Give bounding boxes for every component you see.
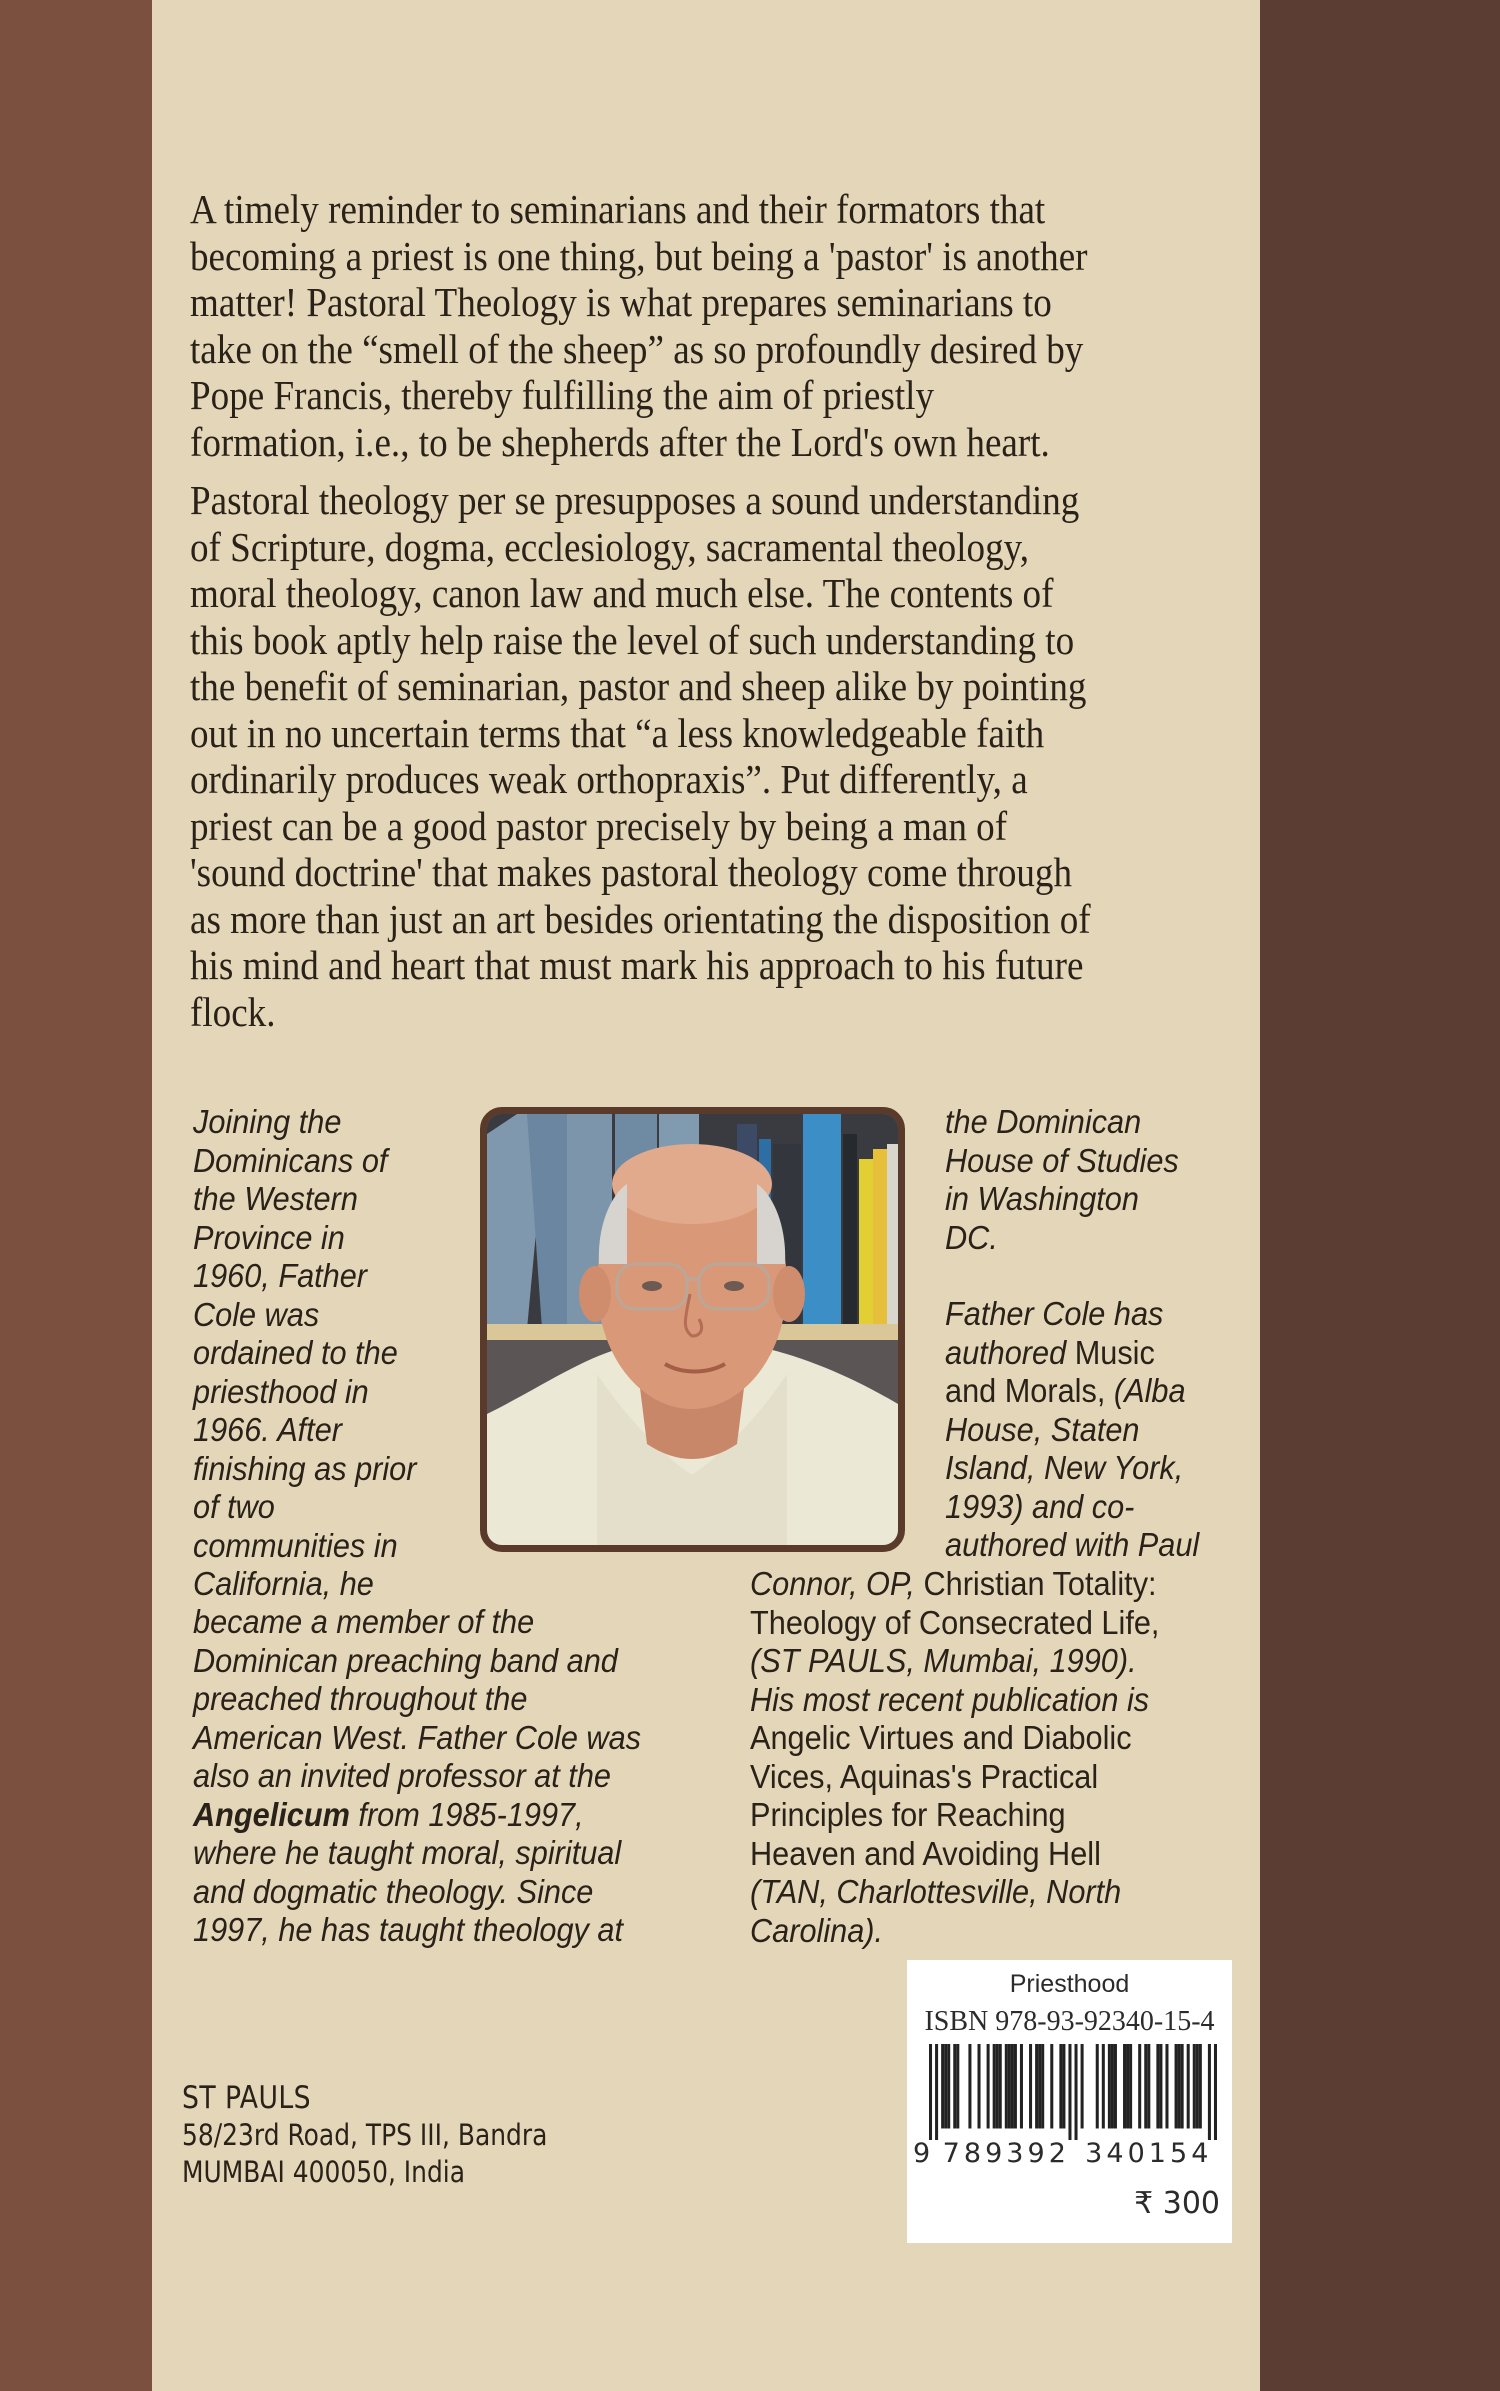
barcode-bar: [941, 2044, 944, 2128]
barcode-bar: [1062, 2044, 1065, 2128]
barcode-bar: [1014, 2044, 1017, 2128]
bio-line: ordained to the: [193, 1334, 398, 1371]
barcode-bar: [993, 2044, 996, 2128]
bio-line: also an invited professor at the: [193, 1757, 611, 1794]
bio-left-column-bottom: [193, 1603, 641, 1950]
barcode-bar: [1020, 2044, 1023, 2128]
barcode-bar: [1081, 2044, 1084, 2128]
barcode-bar: [1111, 2044, 1114, 2128]
publisher-address-line: MUMBAI 400050, India: [182, 2155, 466, 2189]
book-title: Christian Totality:: [923, 1565, 1157, 1602]
bio-right-column-bottom: [750, 1565, 1159, 1950]
blurb-line: becoming a priest is one thing, but being a 'pastor' is another: [190, 232, 1088, 279]
bio-line: House of Studies: [945, 1141, 1179, 1179]
barcode-bar: [956, 2044, 959, 2128]
bio-line: preached throughout the: [193, 1680, 528, 1717]
left-cover-edge: [0, 0, 152, 2391]
bio-line: [945, 1334, 1199, 1373]
author-portrait-illustration: [487, 1114, 898, 1545]
bio-line: 1966. After: [193, 1411, 343, 1448]
book-category: Priesthood: [1009, 1970, 1130, 1998]
bio-line: Dominican preaching band and: [193, 1641, 618, 1679]
barcode-bar: [1096, 2044, 1099, 2128]
barcode-bar: [1193, 2044, 1196, 2128]
blurb-line: formation, i.e., to be shepherds after the Lord's own heart.: [190, 418, 1050, 465]
blurb-line: as more than just an art besides orientating the disposition of: [190, 895, 1091, 942]
bio-line: (TAN, Charlottesville, North: [750, 1873, 1122, 1910]
bio-line: Carolina).: [750, 1911, 884, 1949]
barcode-bar: [1208, 2044, 1211, 2140]
blurb-paragraph-2: [190, 477, 1204, 1035]
bio-right-column-top: [945, 1103, 1179, 1257]
book-title: Theology of Consecrated Life,: [750, 1603, 1160, 1641]
bio-line: [945, 1372, 1199, 1411]
bio-line: became a member of the: [193, 1603, 535, 1640]
bio-line: DC.: [945, 1218, 998, 1256]
price: ₹ 300: [1134, 2186, 1220, 2221]
barcode-bar: [1156, 2044, 1159, 2128]
bio-line: Island, New York,: [945, 1449, 1184, 1486]
barcode-digit: 9: [985, 2138, 1003, 2169]
bio-line: 1960, Father: [193, 1257, 368, 1294]
bio-line: authored with Paul: [945, 1526, 1200, 1563]
blurb-line: Pope Francis, thereby fulfilling the aim of priestly: [190, 372, 935, 418]
publisher-block: [182, 2080, 607, 2191]
bio-line: 1993) and co-: [945, 1487, 1135, 1525]
isbn-barcode-label: [907, 1960, 1232, 2243]
bio-line: [750, 1565, 1159, 1604]
barcode-bar: [1123, 2044, 1126, 2128]
barcode-bar: [929, 2044, 932, 2140]
barcode-bar: [1005, 2044, 1008, 2128]
barcode-digit: 8: [963, 2138, 982, 2169]
barcode-bar: [996, 2044, 999, 2128]
barcode-bar: [1011, 2044, 1014, 2128]
barcode-digit: 4: [1106, 2138, 1124, 2169]
barcode-bar: [1035, 2044, 1038, 2128]
blurb-line: ordinarily produces weak orthopraxis”. Put differently, a: [190, 756, 1028, 802]
barcode-digit: 2: [1048, 2138, 1066, 2169]
publisher-address-line: 58/23rd Road, TPS III, Bandra: [182, 2118, 548, 2152]
bio-line: Father Cole has: [945, 1295, 1164, 1332]
bio-line: [193, 1796, 641, 1835]
book-title: Angelic Virtues and Diabolic: [750, 1719, 1132, 1756]
barcode-digit: 7: [942, 2138, 960, 2169]
book-title: and Morals,: [945, 1372, 1114, 1409]
publisher-name: ST PAULS: [182, 2080, 312, 2116]
blurb-paragraph-1: [190, 186, 1204, 465]
barcode-bar: [1129, 2044, 1132, 2128]
barcode-bar: [1059, 2044, 1062, 2128]
barcode-bar: [978, 2044, 981, 2128]
bio-line: where he taught moral, spiritual: [193, 1834, 622, 1871]
book-title: Vices, Aquinas's Practical: [750, 1757, 1099, 1795]
barcode-bar: [1165, 2044, 1168, 2128]
barcode-bar: [1178, 2044, 1181, 2128]
barcode-digit: 9: [1027, 2138, 1045, 2169]
barcode-bar: [1108, 2044, 1111, 2128]
barcode-bar: [1187, 2044, 1190, 2128]
barcode-bar: [1159, 2044, 1162, 2128]
bio-line: (ST PAULS, Mumbai, 1990).: [750, 1642, 1137, 1679]
barcode-bar: [1199, 2044, 1202, 2128]
barcode-bar: [1038, 2044, 1041, 2128]
barcode-bar: [1214, 2044, 1217, 2140]
blurb-line: priest can be a good pastor precisely by being a man of: [190, 802, 1008, 849]
barcode-bar: [1075, 2044, 1078, 2140]
barcode-bar: [953, 2044, 956, 2128]
bio-line: 1997, he has taught theology at: [193, 1911, 624, 1948]
isbn-number: ISBN 978-93-92340-15-4: [924, 2006, 1215, 2037]
barcode-bar: [1008, 2044, 1011, 2128]
barcode-bar: [935, 2044, 938, 2140]
blurb: [190, 186, 1204, 1035]
barcode-bar: [1196, 2044, 1199, 2128]
barcode-bar: [1102, 2044, 1105, 2128]
barcode-bar: [1147, 2044, 1150, 2128]
barcode-bar: [1138, 2044, 1141, 2128]
bio-right-column-works: [945, 1295, 1199, 1565]
blurb-line: A timely reminder to seminarians and their formators that: [190, 186, 1046, 232]
barcode-bar: [999, 2044, 1002, 2128]
barcode-bar: [947, 2044, 950, 2128]
bio-text: authored: [945, 1333, 1075, 1371]
bio-text: from 1985-1997,: [349, 1795, 584, 1833]
book-title: Principles for Reaching: [750, 1796, 1066, 1833]
bio-left-column-top: [193, 1103, 416, 1604]
barcode-bar: [1114, 2044, 1117, 2128]
barcode-digit: 3: [1006, 2138, 1024, 2169]
barcode-bar: [1068, 2044, 1071, 2140]
blurb-line: out in no uncertain terms that “a less knowledgeable faith: [190, 709, 1045, 756]
barcode-digit: 1: [1148, 2138, 1166, 2169]
barcode-bar: [968, 2044, 971, 2128]
barcode-digit: 4: [1191, 2138, 1209, 2169]
barcode-bar: [1126, 2044, 1129, 2128]
angelicum-bold: Angelicum: [193, 1795, 350, 1833]
barcode-digit: 0: [1127, 2138, 1145, 2169]
bio-line: California, he: [193, 1565, 374, 1602]
right-cover-edge: [1260, 0, 1500, 2391]
bio-line: His most recent publication is: [750, 1680, 1150, 1718]
barcode-icon: [929, 2044, 1217, 2140]
blurb-line: Pastoral theology per se presupposes a sound understanding: [190, 477, 1080, 523]
bio-line: Joining the: [193, 1103, 342, 1140]
blurb-line: this book aptly help raise the level of such understanding to: [190, 616, 1075, 663]
book-title: Music: [1074, 1333, 1155, 1371]
barcode-bar: [944, 2044, 947, 2128]
blurb-line: matter! Pastoral Theology is what prepares seminarians to: [190, 279, 1052, 325]
bio-line: priesthood in: [193, 1372, 369, 1410]
blurb-line: 'sound doctrine' that makes pastoral theology come through: [190, 849, 1073, 895]
blurb-line: flock.: [190, 988, 276, 1035]
bio-line: finishing as prior: [193, 1449, 417, 1487]
barcode-bar: [1041, 2044, 1044, 2128]
bio-line: the Western: [193, 1180, 358, 1217]
barcode-bar: [1029, 2044, 1032, 2128]
blurb-line: moral theology, canon law and much else. The contents of: [190, 570, 1054, 616]
blurb-line: the benefit of seminarian, pastor and sheep alike by pointing: [190, 663, 1087, 709]
bio-line: and dogmatic theology. Since: [193, 1872, 594, 1910]
blurb-line: of Scripture, dogma, ecclesiology, sacramental theology,: [190, 523, 1030, 570]
bio-line: American West. Father Cole was: [193, 1718, 642, 1756]
barcode-bar: [1144, 2044, 1147, 2128]
bio-text: Connor, OP,: [750, 1565, 924, 1602]
bio-line: House, Staten: [945, 1410, 1140, 1448]
barcode-bar: [1181, 2044, 1184, 2128]
barcode-bar: [1050, 2044, 1053, 2128]
bio-line: of two: [193, 1488, 275, 1525]
bio-line: the Dominican: [945, 1103, 1142, 1140]
barcode-bar: [987, 2044, 990, 2128]
barcode-digit: 5: [1170, 2138, 1188, 2169]
blurb-line: his mind and heart that must mark his approach to his future: [190, 942, 1084, 988]
bio-line: Dominicans of: [193, 1141, 388, 1179]
barcode-bar: [1175, 2044, 1178, 2128]
barcode-digit: 9: [913, 2138, 931, 2169]
author-photo: [480, 1107, 905, 1552]
bio-line: Province in: [193, 1218, 345, 1256]
bio-line: communities in: [193, 1526, 398, 1564]
blurb-line: take on the “smell of the sheep” as so profoundly desired by: [190, 325, 1084, 372]
book-title: Heaven and Avoiding Hell: [750, 1834, 1101, 1872]
bio-line: Cole was: [193, 1295, 320, 1333]
bio-line: in Washington: [945, 1180, 1139, 1217]
bio-text: (Alba: [1113, 1372, 1186, 1409]
barcode-digit: 3: [1085, 2138, 1103, 2169]
